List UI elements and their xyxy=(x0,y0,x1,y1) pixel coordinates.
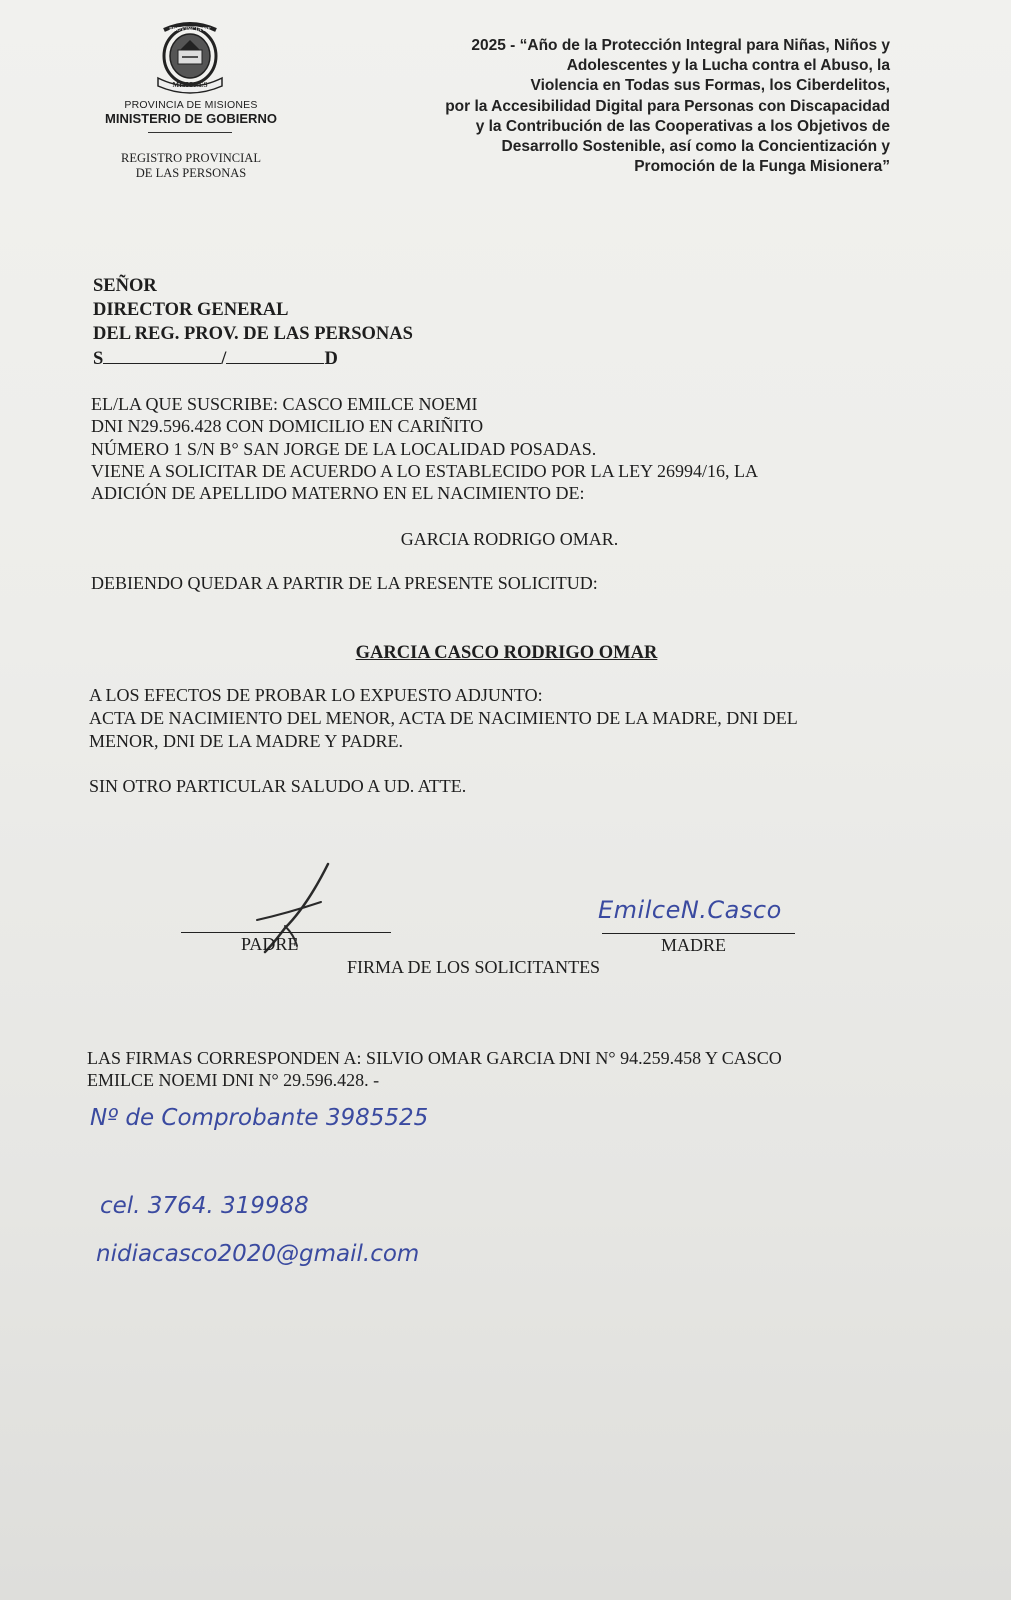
decree-line: Adolescentes y la Lucha contra el Abuso, la xyxy=(566,57,890,75)
body-line-4: VIENE A SOLICITAR DE ACUERDO A LO ESTABLECIDO POR LA LEY 26994/16, LA xyxy=(91,461,758,481)
provincial-coat-of-arms xyxy=(152,20,228,98)
registry-name-line-2: DE LAS PERSONAS xyxy=(135,166,247,180)
subject-name: GARCIA RODRIGO OMAR. xyxy=(400,529,619,549)
salutation-line xyxy=(93,348,338,370)
resulting-full-name: GARCIA CASCO RODRIGO OMAR xyxy=(355,643,658,663)
decree-line: Violencia en Todas sus Formas, los Ciberdelitos, xyxy=(530,77,890,95)
decree-line: 2025 - “Año de la Protección Integral para Niñas, Niños y xyxy=(471,37,890,54)
signatures-correspond-line-1: LAS FIRMAS CORRESPONDEN A: SILVIO OMAR GARCIA DNI N° 94.259.458 Y CASCO xyxy=(87,1048,782,1068)
phone-note: cel. 3764. 319988 xyxy=(100,1193,309,1219)
salutation-slash: / xyxy=(221,349,227,369)
mother-label: MADRE xyxy=(661,935,727,955)
ministry-name: MINISTERIO DE GOBIERNO xyxy=(105,111,277,126)
decree-line: y la Contribución de las Cooperativas a los Objetivos de xyxy=(475,117,890,135)
attachments-intro: A LOS EFECTOS DE PROBAR LO EXPUESTO ADJUNTO: xyxy=(89,685,543,705)
addressee-line-1: SEÑOR xyxy=(93,276,157,296)
decree-line: Promoción de la Funga Misionera” xyxy=(634,158,890,176)
salutation-end: D xyxy=(324,349,338,369)
addressee-line-3: DEL REG. PROV. DE LAS PERSONAS xyxy=(93,324,413,344)
emblem-top-text: PROVINCIA DE xyxy=(169,27,211,33)
salutation-blank xyxy=(226,348,324,364)
registry-name-line-1: REGISTRO PROVINCIAL xyxy=(121,151,261,165)
province-name: PROVINCIA DE MISIONES xyxy=(124,99,258,111)
result-intro: DEBIENDO QUEDAR A PARTIR DE LA PRESENTE SOLICITUD: xyxy=(91,573,598,593)
father-label: PADRE xyxy=(241,934,299,954)
body-line-2: DNI N29.596.428 CON DOMICILIO EN CARIÑITO xyxy=(91,416,484,436)
receipt-number-note: Nº de Comprobante 3985525 xyxy=(90,1105,429,1131)
emblem-bottom-text: MISIONES xyxy=(172,81,208,89)
signers-caption: FIRMA DE LOS SOLICITANTES xyxy=(347,957,601,977)
signatures-correspond-line-2: EMILCE NOEMI DNI N° 29.596.428. - xyxy=(87,1070,380,1090)
body-line-5: ADICIÓN DE APELLIDO MATERNO EN EL NACIMIENTO DE: xyxy=(91,483,585,503)
attachments-list-line-1: ACTA DE NACIMIENTO DEL MENOR, ACTA DE NACIMIENTO DE LA MADRE, DNI DEL xyxy=(89,708,798,728)
ministry-divider xyxy=(148,132,232,133)
decree-line: Desarrollo Sostenible, así como la Concientización y xyxy=(501,138,890,156)
salutation-blank xyxy=(103,348,221,364)
body-line-3: NÚMERO 1 S/N B° SAN JORGE DE LA LOCALIDAD POSADAS. xyxy=(91,439,597,459)
salutation-start: S xyxy=(93,349,104,369)
body-line-1: EL/LA QUE SUSCRIBE: CASCO EMILCE NOEMI xyxy=(91,394,478,414)
email-note: nidiacasco2020@gmail.com xyxy=(96,1241,420,1267)
mother-signature: EmilceN.Casco xyxy=(598,896,782,924)
attachments-list-line-2: MENOR, DNI DE LA MADRE Y PADRE. xyxy=(89,731,404,751)
decree-header xyxy=(380,36,890,177)
mother-signature-line xyxy=(602,933,795,934)
father-signature-line xyxy=(181,932,391,933)
closing-salutation: SIN OTRO PARTICULAR SALUDO A UD. ATTE. xyxy=(89,776,467,796)
addressee-line-2: DIRECTOR GENERAL xyxy=(93,300,289,320)
decree-line: por la Accesibilidad Digital para Personas con Discapacidad xyxy=(445,97,890,115)
